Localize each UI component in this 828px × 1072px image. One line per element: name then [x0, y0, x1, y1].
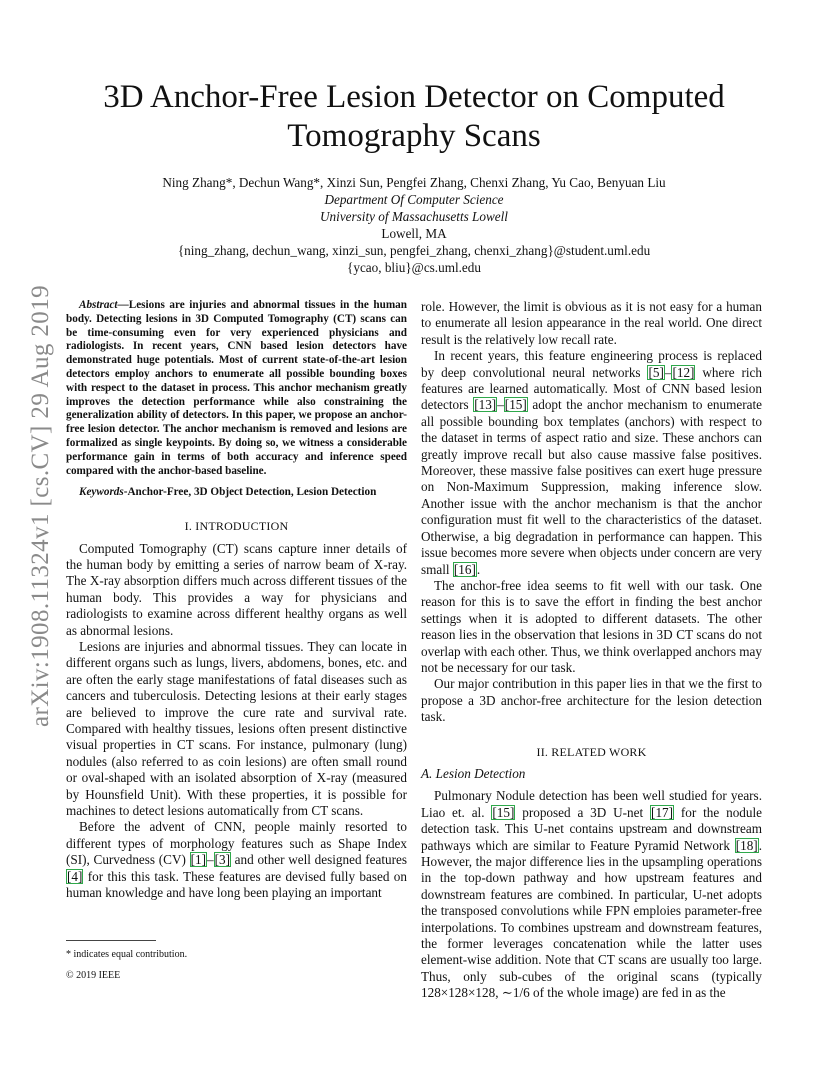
student-emails: {ning_zhang, dechun_wang, xinzi_sun, pengfei_zhang, chenxi_zhang}@student.uml.edu: [177, 243, 651, 258]
author-names: Ning Zhang*, Dechun Wang*, Xinzi Sun, Pengfei Zhang, Chenxi Zhang, Yu Cao, Benyuan Liu: [162, 175, 666, 190]
keywords: [66, 486, 407, 500]
right-column: [421, 299, 762, 1002]
citation-link[interactable]: [3]: [214, 852, 230, 868]
left-column: [66, 299, 407, 902]
university: University of Massachusetts Lowell: [320, 209, 508, 224]
keywords-text: -Anchor-Free, 3D Object Detection, Lesion Detection: [123, 486, 377, 499]
intro-paragraph-1: Computed Tomography (CT) scans capture inner details of the human body by emitting a series of narrow beam of X-ray. The X-ray absorption differs much across different tissues of the human body. This provides a way for physicians and radiologists to examine across different healthy organs as well as abnormal lesions.: [66, 540, 407, 638]
abstract-text: —Lesions are injuries and abnormal tissues in the human body. Detecting lesions in 3D Computed Tomography (CT) scans can be time-consuming even for very experienced physicians and radiologists. In recent years, CNN based lesion detectors have demonstrated huge potentials. Most of current state-of-the-art lesion detectors employ anchors to enumerate all possible bounding boxes with respect to the dataset in process. This anchor mechanism greatly improves the detection performance while also constraining the generalization ability of detectors. In this paper, we propose an anchor-free lesion detector. The anchor mechanism is removed and lesions are formalized as single keypoints. By doing so, we witness a considerable performance gain in terms of both accuracy and inference speed compared with the anchor-based baseline.: [66, 299, 407, 477]
citation-link[interactable]: [18]: [735, 837, 758, 853]
citation-link[interactable]: [15]: [504, 397, 527, 413]
title-line-1: 3D Anchor-Free Lesion Detector on Computed: [103, 79, 725, 115]
citation-link[interactable]: [1]: [190, 852, 206, 868]
subsection-heading-lesion-detection: A. Lesion Detection: [421, 765, 526, 781]
citation-link[interactable]: [15]: [492, 804, 515, 820]
paper-title: [60, 78, 768, 156]
arxiv-identifier: [24, 256, 58, 756]
footnote-rule: [66, 940, 156, 941]
keywords-label: Keywords: [79, 486, 124, 499]
copyright-notice: © 2019 IEEE: [66, 970, 121, 981]
intro-paragraph-5: In recent years, this feature engineering process is replaced by deep convolutional neural networks [5]–[12] where rich features are learned automatically. Most of CNN based lesion detectors [13]–[15] adopt the anchor mechanism to enumerate all possible bounding box templates (anchors) with respect to the dataset in terms of aspect ratio and size. These anchors can greatly improve recall but also cause massive false positives. Moreover, these massive false positives can exert huge pressure on Non-Maximum Suppression, making inference slow. Another issue with the anchor mechanism is that the anchor configuration must fit well to the characteristics of the dataset. Otherwise, a big degradation in performance can happen. This issue becomes more severe when objects under concern are very small [16].: [421, 348, 763, 577]
section-heading-introduction: I. INTRODUCTION: [184, 519, 289, 534]
footnote: * indicates equal contribution.: [66, 949, 188, 960]
citation-link[interactable]: [17]: [651, 804, 674, 820]
intro-paragraph-3: Before the advent of CNN, people mainly resorted to different types of morphology features such as Shape Index (SI), Curvedness (CV) [1]–[3] and other well designed features [4] for this this task. These features are devised fully based on human knowledge and have long been playing an important: [66, 819, 407, 901]
citation-link[interactable]: [12]: [672, 364, 695, 380]
intro-paragraph-6: The anchor-free idea seems to fit well with our task. One reason for this is to save the effort in finding the best anchor settings when it is adopted to different datasets. The other reason lies in the observation that lesions in 3D CT scans do not overlap with each other. Thus, we think overlapped anchors may not be necessary for our task.: [421, 577, 762, 675]
citation-link[interactable]: [4]: [67, 868, 83, 884]
faculty-emails: {ycao, bliu}@cs.uml.edu: [347, 260, 481, 275]
location: Lowell, MA: [381, 226, 447, 241]
abstract: [66, 299, 407, 478]
title-line-2: Tomography Scans: [287, 118, 541, 154]
arxiv-text: arXiv:1908.11324v1 [cs.CV] 29 Aug 2019: [27, 284, 54, 728]
author-block: [60, 174, 768, 276]
related-paragraph-1: Pulmonary Nodule detection has been well studied for years. Liao et. al. [15] proposed a 3D U-net [17] for the nodule detection task. This U-net contains upstream and downstream pathways which are similar to Feature Pyramid Network [18]. However, the major difference lies in the upsampling operations in the top-down pathway and how upstream features and downstream features are combined. In particular, U-net adopts the transposed convolutions while FPN emploies parameter-free interpolations. To combines upstream and downstream features, the former leverages concatenation while the latter uses element-wise addition. Note that CT scans are usually too large. Thus, only sub-cubes of the original scans (typically 128×128×128, ∼1/6 of the whole image) are fed in as the: [421, 788, 763, 1001]
abstract-label: Abstract: [79, 299, 118, 311]
citation-link[interactable]: [13]: [474, 397, 497, 413]
department: Department Of Computer Science: [324, 192, 504, 207]
intro-paragraph-4: role. However, the limit is obvious as it is not easy for a human to enumerate all lesion appearance in the real world. One direct result is the relatively low recall rate.: [421, 299, 762, 347]
citation-link[interactable]: [5]: [648, 364, 664, 380]
intro-paragraph-7: Our major contribution in this paper lies in that we the first to propose a 3D anchor-free architecture for the lesion detection task.: [421, 676, 762, 725]
section-heading-related-work: II. RELATED WORK: [536, 744, 647, 759]
intro-paragraph-2: Lesions are injuries and abnormal tissues. They can locate in different organs such as lungs, livers, abdomens, bones, etc. and are often the early stage manifestations of fatal diseases such as cancers and tuberculosis. Detecting lesions at their early stages are believed to improve the cure rate and survival rate. Compared with healthy tissues, lesions often present distinctive visual properties in CT scans. For instance, pulmonary (lung) nodules (also referred to as coin lesions) are often small round or oval-shaped with an isolated absorption of X-ray (measured by Hounsfield Unit). With these properties, it is possible for machines to detect lesions automatically from CT scans.: [66, 639, 407, 819]
citation-link[interactable]: [16]: [453, 561, 476, 577]
